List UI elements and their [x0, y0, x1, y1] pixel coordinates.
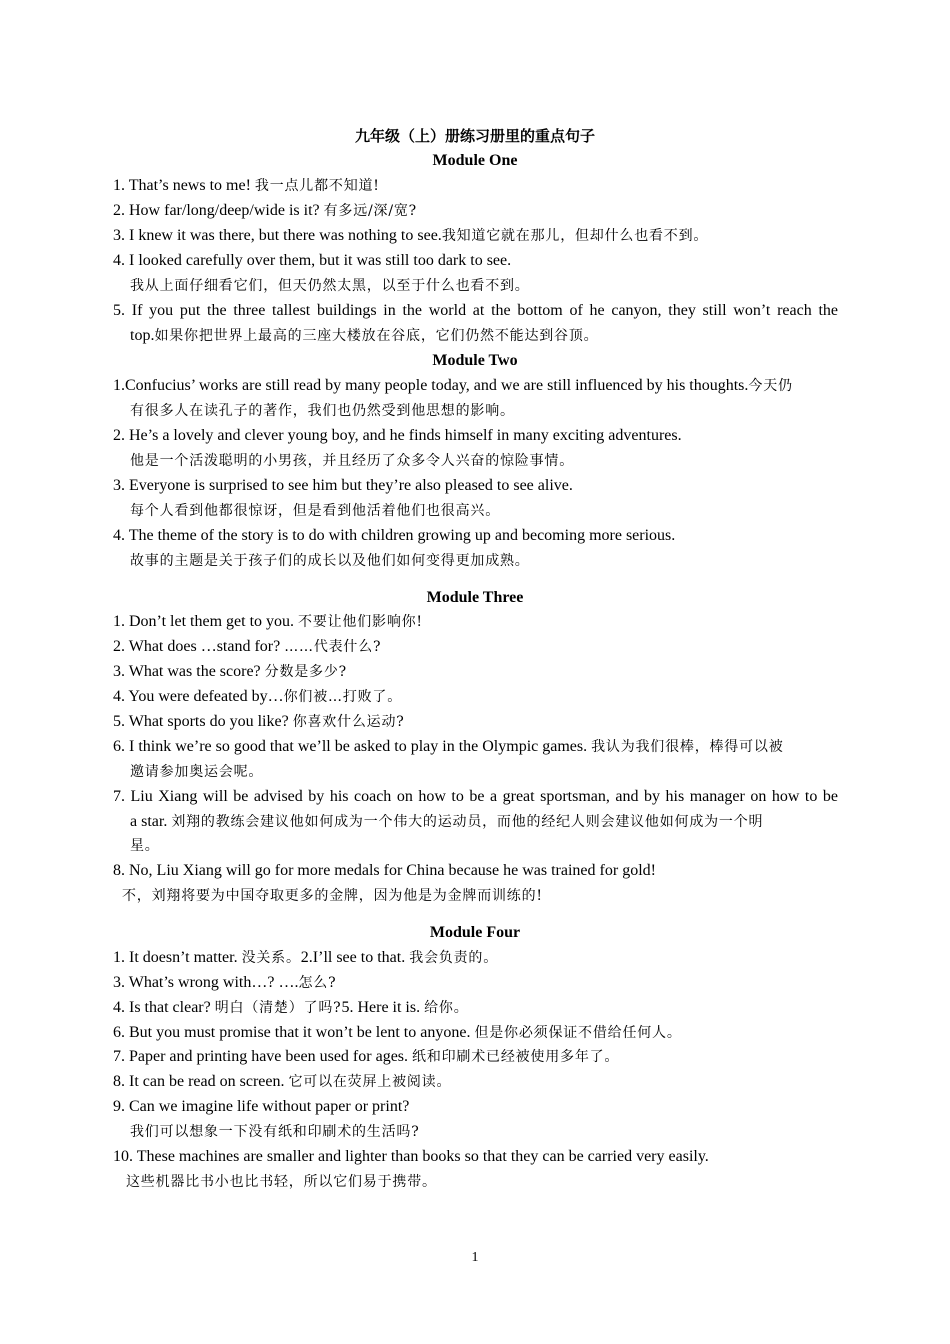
translation-line: 邀请参加奥运会呢。 [130, 764, 264, 780]
module-heading: Module Two [432, 352, 518, 369]
sentence-line: 5. What sports do you like? 你喜欢什么运动? [113, 713, 405, 730]
sentence-line: 3. What was the score? 分数是多少? [113, 663, 347, 680]
page-number: 1 [471, 1250, 479, 1265]
sentence-line: 6. But you must promise that it won’t be lent to anyone. 但是你必须保证不借给任何人。 [113, 1024, 682, 1041]
translation-line: 每个人看到他都很惊讶，但是看到他活着他们也很高兴。 [130, 503, 500, 519]
sentence-line: 3. What’s wrong with…? ….怎么? [113, 974, 337, 991]
sentence-line: 10. These machines are smaller and lighter than books so that they can be carried very easily. [113, 1148, 709, 1165]
sentence-line: 7. Paper and printing have been used for ages. 纸和印刷术已经被使用多年了。 [113, 1048, 620, 1065]
sentence-line: 8. It can be read on screen. 它可以在荧屏上被阅读。 [113, 1073, 452, 1090]
sentence-line: 4. You were defeated by…你们被…打败了。 [113, 688, 403, 705]
translation-line: 这些机器比书小也比书轻，所以它们易于携带。 [126, 1174, 437, 1190]
translation-line: 星。 [130, 838, 160, 854]
sentence-line: 2. He’s a lovely and clever young boy, and he finds himself in many exciting adventures. [113, 427, 682, 444]
sentence-line: 6. I think we’re so good that we’ll be asked to play in the Olympic games. 我认为我们很棒，棒得可以被 [113, 738, 784, 755]
sentence-line: 1. That’s news to me! 我一点儿都不知道! [113, 177, 380, 194]
translation-line: 有很多人在读孔子的著作，我们也仍然受到他思想的影响。 [130, 403, 515, 419]
translation-line: 不，刘翔将要为中国夺取更多的金牌，因为他是为金牌而训练的! [122, 888, 543, 904]
sentence-line: 8. No, Liu Xiang will go for more medals for China because he was trained for gold! [113, 862, 656, 879]
sentence-line: 1. Don’t let them get to you. 不要让他们影响你! [113, 613, 423, 630]
sentence-line: a star. 刘翔的教练会建议他如何成为一个伟大的运动员，而他的经纪人则会建议他如何成为一个明 [130, 813, 764, 830]
sentence-line: 3. I knew it was there, but there was nothing to see.我知道它就在那儿，但却什么也看不到。 [113, 227, 709, 244]
translation-line: 故事的主题是关于孩子们的成长以及他们如何变得更加成熟。 [130, 553, 530, 569]
translation-line: 他是一个活泼聪明的小男孩，并且经历了众多令人兴奋的惊险事情。 [130, 453, 574, 469]
sentence-line: 4. I looked carefully over them, but it was still too dark to see. [113, 252, 512, 269]
sentence-line: 9. Can we imagine life without paper or print? [113, 1098, 410, 1115]
sentence-line: 2. How far/long/deep/wide is it? 有多远/深/宽? [113, 202, 417, 219]
sentence-line: 7. Liu Xiang will be advised by his coach on how to be a great sportsman, and by his manager on how to be [113, 788, 838, 805]
page-title: 九年级（上）册练习册里的重点句子 [354, 127, 595, 145]
sentence-line: 1. It doesn’t matter. 没关系。2.I’ll see to that. 我会负责的。 [113, 949, 499, 966]
translation-line: 我从上面仔细看它们，但天仍然太黑，以至于什么也看不到。 [130, 278, 530, 294]
sentence-line: 4. Is that clear? 明白（清楚）了吗?5. Here it is. 给你。 [113, 999, 469, 1016]
sentence-line: 1.Confucius’ works are still read by many people today, and we are still influenced by his thoughts.今天仍 [113, 377, 793, 394]
sentence-line: 5. If you put the three tallest buildings in the world at the bottom of he canyon, they still won’t reach the [113, 302, 838, 319]
translation-line: 我们可以想象一下没有纸和印刷术的生活吗? [130, 1124, 420, 1140]
sentence-line: 3. Everyone is surprised to see him but they’re also pleased to see alive. [113, 477, 573, 494]
module-heading: Module Three [426, 589, 524, 606]
module-heading: Module Four [429, 924, 521, 941]
sentence-line: top.如果你把世界上最高的三座大楼放在谷底，它们仍然不能达到谷顶。 [130, 327, 599, 344]
sentence-line: 4. The theme of the story is to do with children growing up and becoming more serious. [113, 527, 676, 544]
module-heading: Module One [432, 152, 518, 169]
sentence-line: 2. What does …stand for? ……代表什么? [113, 638, 382, 655]
